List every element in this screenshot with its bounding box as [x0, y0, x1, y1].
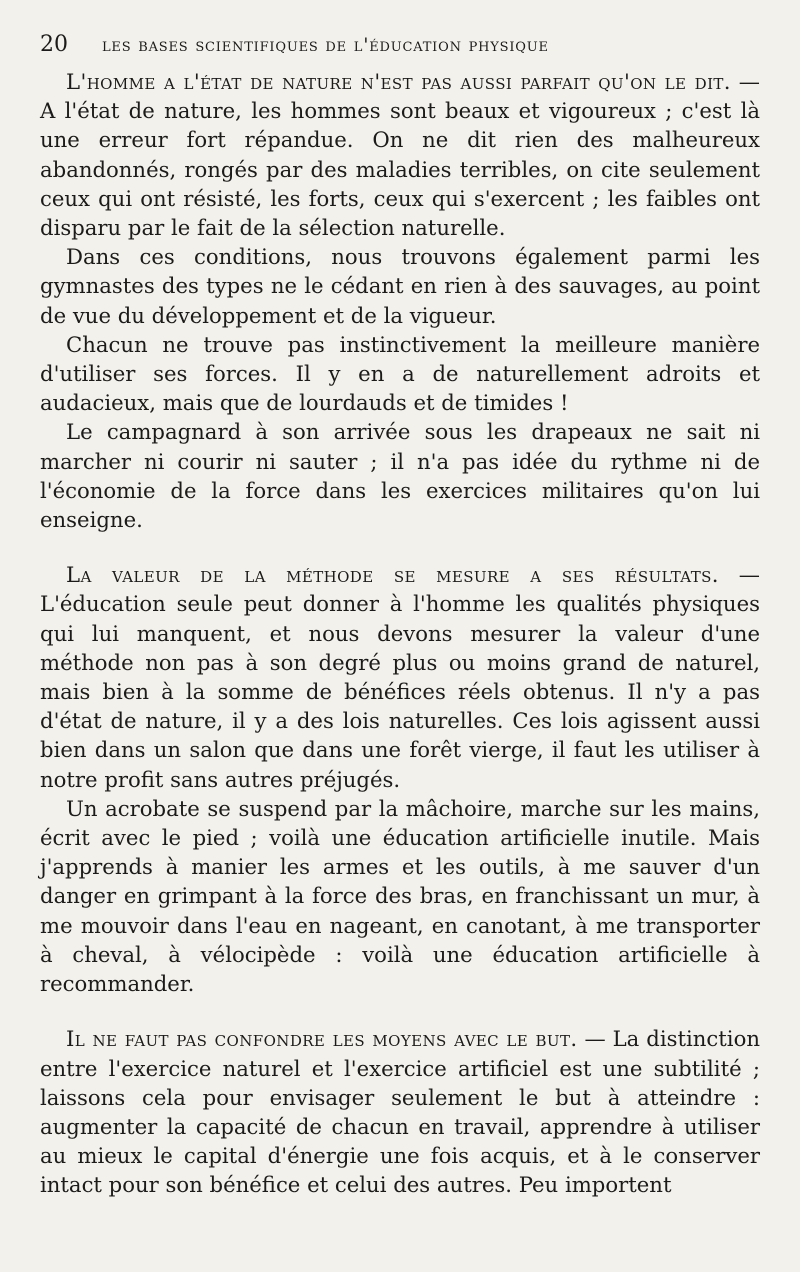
section-3-paragraph-1	[40, 1024, 760, 1199]
section-3-heading: Il ne faut pas confondre les moyens avec le but.	[66, 1026, 578, 1052]
section-2-heading: La valeur de la méthode se mesure a ses résultats.	[66, 562, 719, 588]
section-divider	[40, 534, 760, 560]
section-1-paragraph-3: Chacun ne trouve pas instinctivement la meilleure manière d'utiliser ses forces. Il y en a de naturellement adroits et audacieux, mais que de lourdauds et de timides !	[40, 331, 760, 416]
section-1-heading: L'homme a l'état de nature n'est pas aussi parfait qu'on le dit.	[66, 69, 731, 94]
section-2-text: — L'éducation seule peut donner à l'homme les qualités physiques qui lui manquent, et nous devons mesurer la valeur d'une méthode non pas à son degré plus ou moins grand de naturel, mais bien à la somme de bénéfices réels obtenus. Il n'y a pas d'état de nature, il y a des lois naturelles. Ces lois agissent aussi bien dans un salon que dans une forêt vierge, il faut les utiliser à notre profit sans autres préjugés.	[40, 562, 760, 792]
section-2-paragraph-2: Un acrobate se suspend par la mâchoire, marche sur les mains, écrit avec le pied ; voilà une éducation artificielle inutile. Mais j'apprends à manier les armes et les outils, à me sauver d'un danger en grimpant à la force des bras, en franchissant un mur, à me mouvoir dans l'eau en nageant, en canotant, à me transporter à cheval, à vélocipède : voilà une éducation artificielle à recommander.	[40, 795, 760, 997]
page-number: 20	[40, 32, 68, 57]
section-1-paragraph-2: Dans ces conditions, nous trouvons également parmi les gymnastes des types ne le cédant en rien à des sauvages, au point de vue du développement et de la vigueur.	[40, 244, 760, 328]
section-divider	[40, 998, 760, 1024]
section-3-text: — La distinction entre l'exercice naturel et l'exercice artificiel est une subtilité ; laissons cela pour envisager seulement le but à atteindre : augmenter la capacité de chacun en travail, apprendre à utiliser au mieux le capital d'énergie une fois acquis, et à le conserver intact pour son bénéfice et celui des autres. Peu importent	[40, 1026, 760, 1198]
section-1-text: — A l'état de nature, les hommes sont beaux et vigoureux ; c'est là une erreur fort répandue. On ne dit rien des malheureux abandonnés, rongés par des maladies terribles, on cite seulement ceux qui ont résisté, les forts, ceux qui s'exercent ; les faibles ont disparu par le fait de la sélection naturelle.	[40, 69, 760, 241]
section-2-paragraph-1	[40, 560, 760, 794]
running-title: les bases scientifiques de l'éducation physique	[102, 34, 549, 56]
section-1-paragraph-1	[40, 67, 760, 242]
running-head	[40, 32, 760, 57]
section-1-paragraph-4: Le campagnard à son arrivée sous les drapeaux ne sait ni marcher ni courir ni sauter ; il n'a pas idée du rythme ni de l'économie de la force dans les exercices militaires qu'on lui enseigne.	[40, 419, 760, 533]
